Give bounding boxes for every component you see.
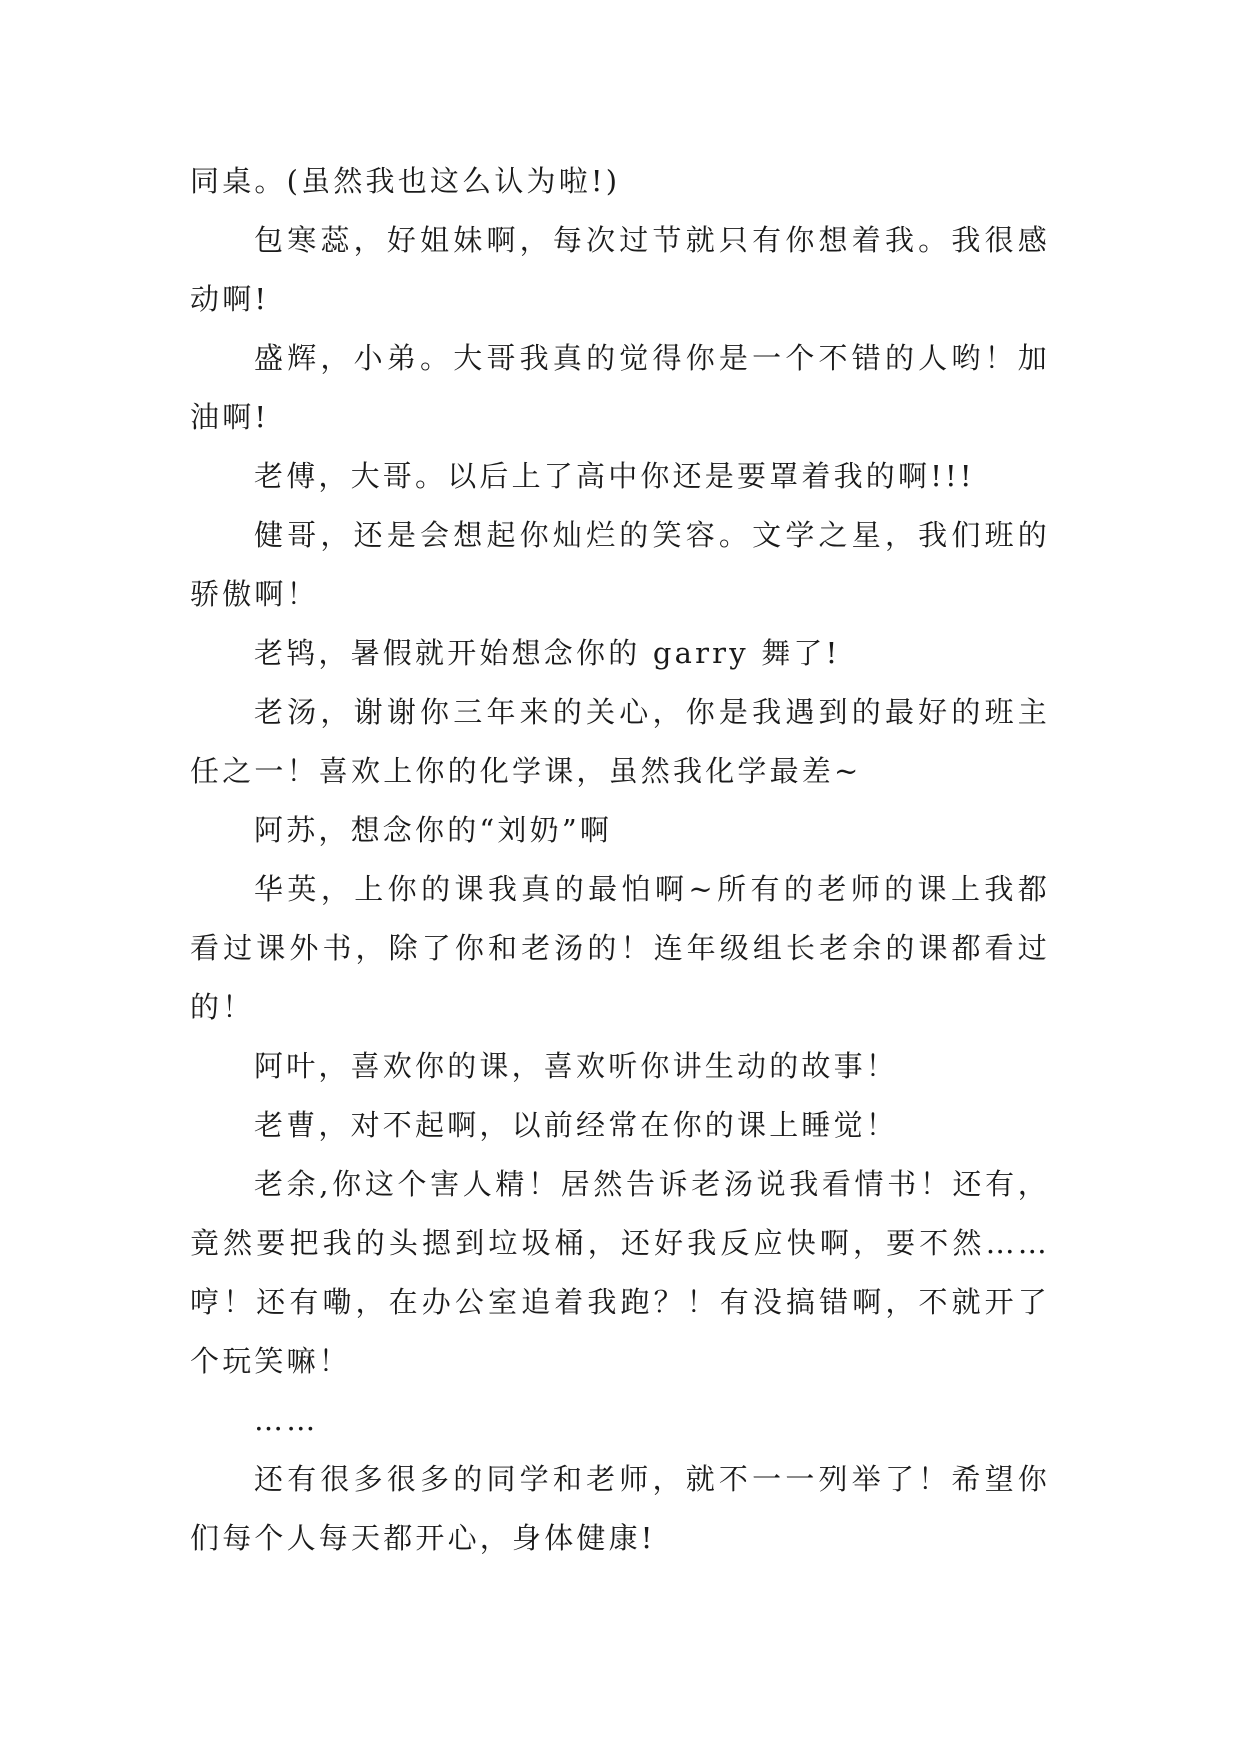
paragraph-hua-ying: 华英，上你的课我真的最怕啊~所有的老师的课上我都看过课外书，除了你和老汤的！连年级组长老余的课都看过的！ [190,872,1050,1024]
paragraph-a-ye: 阿叶，喜欢你的课，喜欢听你讲生动的故事！ [254,1049,899,1083]
paragraph-ellipsis: …… [254,1403,319,1437]
paragraph-lao-fu: 老傅，大哥。以后上了高中你还是要罩着我的啊!!! [254,459,975,493]
paragraph-bao-hanrui: 包寒蕊，好姐妹啊，每次过节就只有你想着我。我很感动啊! [190,223,1050,316]
paragraph-lao-bao: 老鸨，暑假就开始想念你的 garry 舞了! [254,636,841,670]
paragraph-lao-cao: 老曹，对不起啊，以前经常在你的课上睡觉！ [254,1108,899,1142]
paragraph-lao-tang: 老汤，谢谢你三年来的关心，你是我遇到的最好的班主任之一！喜欢上你的化学课，虽然我化学最差~ [190,695,1050,788]
document-body [190,152,1050,1568]
paragraph-a-su: 阿苏，想念你的“刘奶”啊 [254,813,613,847]
paragraph-jian-ge: 健哥，还是会想起你灿烂的笑容。文学之星，我们班的骄傲啊！ [190,518,1050,611]
paragraph-lao-yu: 老余,你这个害人精！居然告诉老汤说我看情书！还有，竟然要把我的头摁到垃圾桶，还好我反应快啊，要不然……哼！还有嘞，在办公室追着我跑？！有没搞错啊，不就开了个玩笑嘛！ [190,1167,1050,1378]
paragraph-sheng-hui: 盛辉，小弟。大哥我真的觉得你是一个不错的人哟！加油啊! [190,341,1050,434]
paragraph-deskmate: 同桌。(虽然我也这么认为啦!) [190,164,621,198]
paragraph-closing: 还有很多很多的同学和老师，就不一一列举了！希望你们每个人每天都开心，身体健康! [190,1462,1050,1555]
